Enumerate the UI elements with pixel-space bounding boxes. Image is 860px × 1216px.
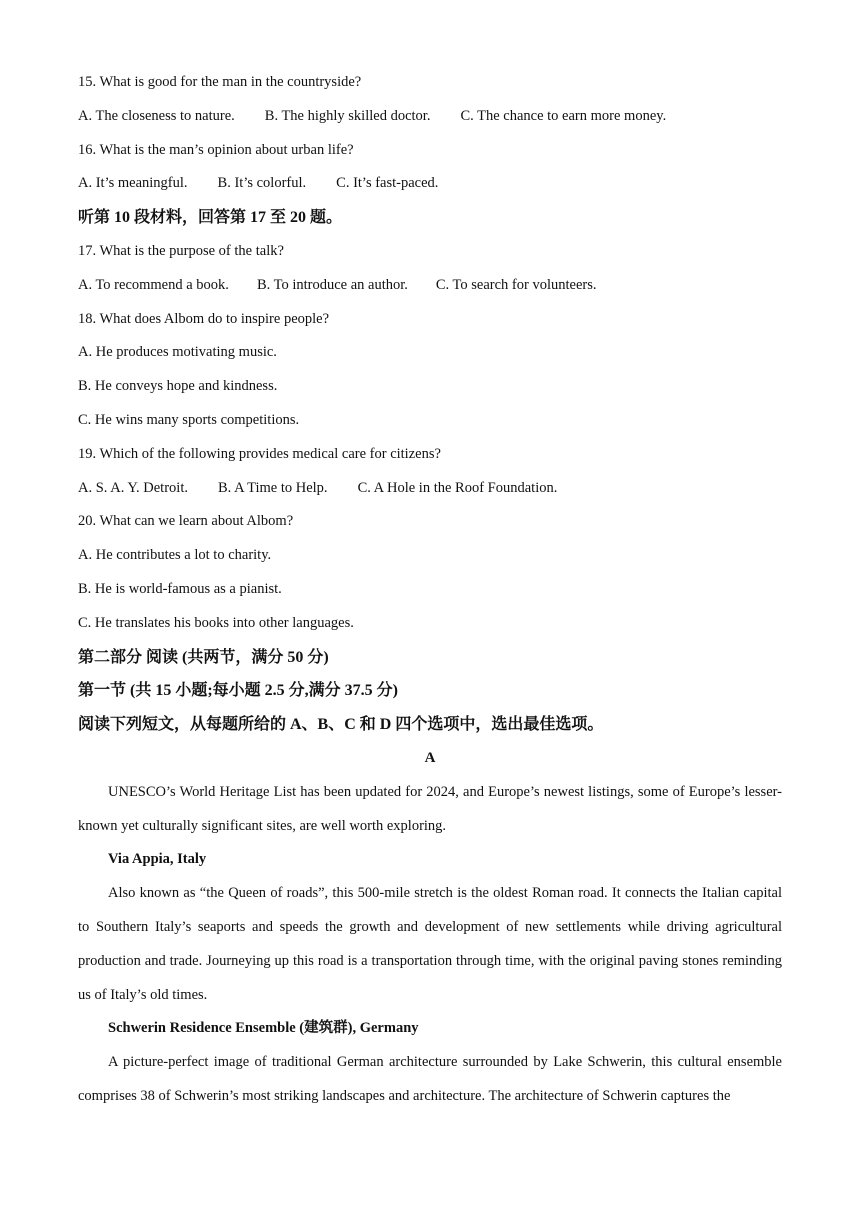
option-c: C. A Hole in the Roof Foundation. (357, 479, 558, 496)
option-c: C. It’s fast-paced. (336, 175, 439, 192)
question-15-options (78, 100, 782, 134)
option-b: B. The highly skilled doctor. (264, 107, 431, 124)
question-18-option-c: C. He wins many sports competitions. (78, 411, 300, 428)
site-text-schwerin: A picture-perfect image of traditional German architecture surrounded by Lake Schwerin, this cultural ensemble comprises 38 of Schwerin’s most striking landscapes and architecture. The architecture of Schwerin captures the (78, 1054, 782, 1104)
passage-label: A (424, 749, 436, 766)
site-title-via-appia: Via Appia, Italy (108, 851, 207, 868)
question-20-option-a: A. He contributes a lot to charity. (78, 547, 272, 564)
question-18-option-b: B. He conveys hope and kindness. (78, 378, 278, 395)
question-20-option-b: B. He is world-famous as a pianist. (78, 580, 282, 597)
site-text-via-appia: Also known as “the Queen of roads”, this 500-mile stretch is the oldest Roman road. It connects the Italian capital to Southern Italy’s seaports and speeds the growth and development of new settlements while driving agricultural production and trade. Journeying up this road is a transportation through time, with the original paving stones reminding us of Italy’s old times. (78, 885, 782, 1003)
option-c: C. To search for volunteers. (435, 276, 597, 293)
option-b: B. It’s colorful. (217, 175, 307, 192)
site-title-schwerin: Schwerin Residence Ensemble (建筑群), Germany (108, 1020, 419, 1037)
question-20: 20. What can we learn about Albom? (78, 513, 294, 530)
option-a: A. It’s meaningful. (78, 175, 188, 192)
section-10-heading: 听第 10 段材料，回答第 17 至 20 题。 (78, 209, 343, 227)
question-17-options (78, 269, 782, 303)
question-16: 16. What is the man’s opinion about urban life? (78, 141, 354, 158)
question-19: 19. Which of the following provides medical care for citizens? (78, 445, 441, 462)
question-18-option-a: A. He produces motivating music. (78, 344, 277, 361)
option-b: B. To introduce an author. (256, 276, 408, 293)
exam-page (78, 66, 782, 1114)
question-18: 18. What does Albom do to inspire people? (78, 310, 330, 327)
option-a: A. S. A. Y. Detroit. (78, 479, 188, 496)
passage-intro: UNESCO’s World Heritage List has been updated for 2024, and Europe’s newest listings, some of Europe’s lesser-known yet culturally significant sites, are well worth exploring. (78, 783, 782, 834)
question-17: 17. What is the purpose of the talk? (78, 242, 284, 259)
option-b: B. A Time to Help. (217, 479, 328, 496)
question-19-options (78, 472, 782, 506)
reading-instruction: 阅读下列短文，从每题所给的 A、B、C 和 D 四个选项中，选出最佳选项。 (78, 716, 604, 734)
option-c: C. The chance to earn more money. (460, 107, 667, 124)
question-15: 15. What is good for the man in the countryside? (78, 74, 362, 90)
section-one-heading: 第一节 (共 15 小题;每小题 2.5 分,满分 37.5 分) (78, 682, 398, 700)
option-a: A. The closeness to nature. (78, 107, 235, 124)
question-20-option-c: C. He translates his books into other languages. (78, 614, 354, 631)
question-16-options (78, 167, 782, 201)
part-two-heading: 第二部分 阅读 (共两节，满分 50 分) (78, 648, 329, 666)
option-a: A. To recommend a book. (78, 276, 229, 293)
